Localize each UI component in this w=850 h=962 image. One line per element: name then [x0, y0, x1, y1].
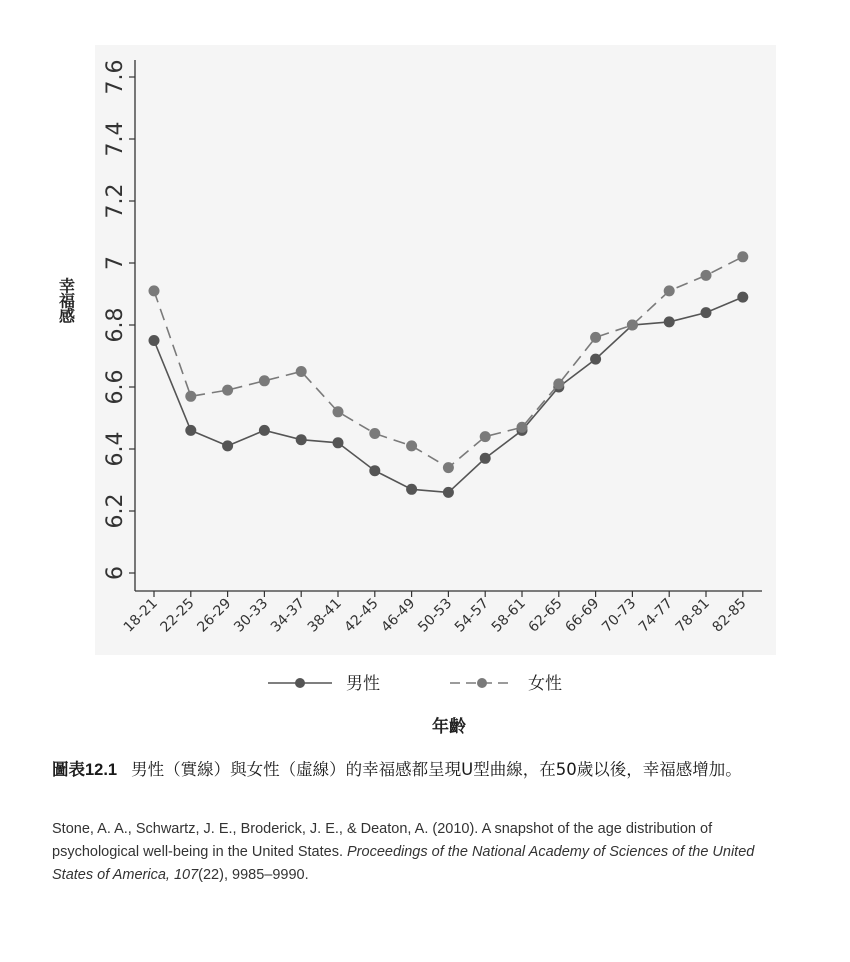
series-0-point-4 [296, 434, 307, 445]
legend-marker-0 [295, 678, 305, 688]
y-tick-label-0: 6 [103, 566, 128, 580]
series-1-point-4 [296, 366, 307, 377]
y-tick-label-5: 7 [103, 256, 128, 270]
x-tick-label-7: 46-49 [378, 595, 419, 636]
source-rest: (22), 9985–9990. [198, 867, 309, 883]
y-tick-label-6: 7.2 [103, 183, 128, 219]
series-0-point-0 [149, 335, 160, 346]
series-1-point-7 [406, 440, 417, 451]
y-tick-label-8: 7.6 [103, 59, 128, 95]
series-0-point-3 [259, 425, 270, 436]
caption-label: 圖表 [52, 760, 85, 779]
series-0-point-5 [333, 437, 344, 448]
x-tick-label-16: 82-85 [709, 595, 750, 636]
x-tick-label-9: 54-57 [451, 595, 493, 636]
series-1-point-12 [590, 332, 601, 343]
legend-label-0: 男性 [346, 674, 380, 694]
series-1-point-5 [333, 406, 344, 417]
source-journal: Proceedings of the National Academy of Sciences of the United States of America, 107 [52, 844, 755, 883]
series-1-point-6 [369, 428, 380, 439]
figure-source [52, 818, 792, 887]
x-tick-label-14: 74-77 [635, 595, 677, 636]
series-1-point-10 [517, 422, 528, 433]
x-axis-label: 年齡 [432, 717, 466, 737]
figure-caption [52, 757, 792, 783]
x-tick-label-10: 58-61 [488, 595, 529, 636]
series-0-point-16 [737, 292, 748, 303]
caption-number: 12.1 [85, 761, 118, 779]
y-tick-label-3: 6.6 [103, 369, 128, 405]
series-1-point-2 [222, 385, 233, 396]
y-tick-label-1: 6.2 [103, 493, 128, 529]
y-axis-label: 幸福感 [56, 277, 76, 323]
x-tick-label-4: 34-37 [267, 595, 309, 636]
x-tick-label-1: 22-25 [157, 595, 198, 636]
y-tick-label-2: 6.4 [103, 431, 128, 467]
series-0-point-15 [701, 307, 712, 318]
x-tick-label-13: 70-73 [599, 595, 640, 636]
x-tick-label-2: 26-29 [194, 595, 235, 636]
series-0-point-9 [480, 453, 491, 464]
series-0-point-14 [664, 316, 675, 327]
x-tick-label-15: 78-81 [672, 595, 713, 636]
x-tick-label-0: 18-21 [120, 595, 161, 636]
y-tick-label-4: 6.8 [103, 307, 128, 343]
series-1-point-8 [443, 462, 454, 473]
series-0-point-8 [443, 487, 454, 498]
caption-text: 男性（實線）與女性（虛線）的幸福感都呈現U型曲線，在50歲以後，幸福感增加。 [131, 760, 742, 779]
x-tick-label-11: 62-65 [525, 595, 566, 636]
series-1-point-1 [185, 391, 196, 402]
chart-legend [268, 674, 562, 694]
series-1-point-14 [664, 285, 675, 296]
x-tick-label-3: 30-33 [231, 595, 272, 636]
series-1-point-16 [737, 251, 748, 262]
series-1-point-9 [480, 431, 491, 442]
series-1-point-13 [627, 320, 638, 331]
x-tick-label-12: 66-69 [562, 595, 603, 636]
series-1-point-15 [701, 270, 712, 281]
plot-background [95, 45, 776, 655]
series-0-point-2 [222, 440, 233, 451]
source-authors: Stone, A. A., Schwartz, J. E., Broderick, J. E., & Deaton, A. (2010). A snapshot of the age distribution of psychological well-being in the United States. [52, 821, 713, 860]
x-tick-label-8: 50-53 [415, 595, 456, 636]
series-0-point-1 [185, 425, 196, 436]
series-0-point-7 [406, 484, 417, 495]
x-tick-label-5: 38-41 [304, 595, 345, 636]
x-tick-label-6: 42-45 [341, 595, 382, 636]
legend-marker-1 [477, 678, 487, 688]
y-tick-label-7: 7.4 [103, 121, 128, 157]
series-0-point-12 [590, 354, 601, 365]
series-1-point-3 [259, 375, 270, 386]
series-0-point-6 [369, 465, 380, 476]
series-1-point-11 [553, 378, 564, 389]
legend-label-1: 女性 [528, 674, 562, 694]
series-1-point-0 [149, 285, 160, 296]
